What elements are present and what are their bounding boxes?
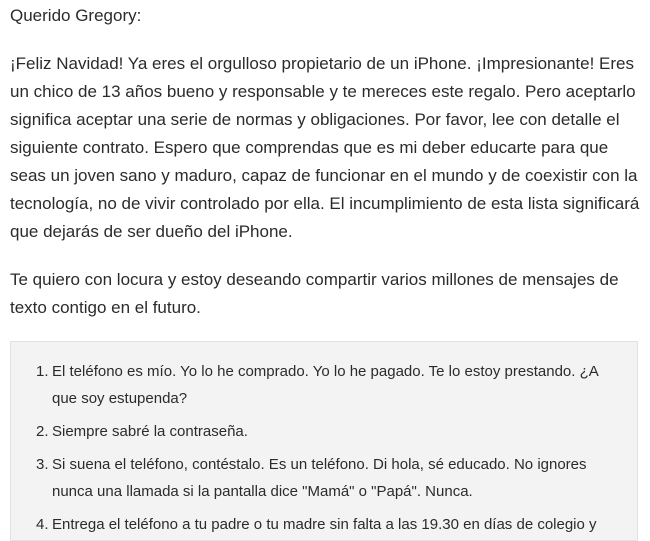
rule-item [36,511,626,538]
rule-number: 1. [36,363,49,380]
rule-item [36,451,626,505]
rule-number: 2. [36,423,49,440]
letter-paragraph-closing: Te quiero con locura y estoy deseando compartir varios millones de mensajes de texto contigo en el futuro. [10,270,619,317]
rule-text: El teléfono es mío. Yo lo he comprado. Yo lo he pagado. Te lo estoy prestando. ¿A que soy estupenda? [52,363,598,407]
rule-text: Si suena el teléfono, contéstalo. Es un teléfono. Di hola, sé educado. No ignores nunca una llamada si la pantalla dice "Mamá" o "Papá". Nunca. [52,456,587,500]
rule-text: Siempre sabré la contraseña. [52,423,248,440]
rule-number: 3. [36,456,49,473]
rule-item [36,418,626,445]
letter-paragraph-intro: ¡Feliz Navidad! Ya eres el orgulloso propietario de un iPhone. ¡Impresionante! Eres un chico de 13 años bueno y responsable y te mereces este regalo. Pero aceptarlo significa aceptar una serie de normas y obligaciones. Por favor, lee con detalle el siguiente contrato. Espero que comprendas que es mi deber educarte para que seas un joven sano y maduro, capaz de funcionar en el mundo y de coexistir con la tecnología, no de vivir controlado por ella. El incumplimiento de esta lista significará que dejarás de ser dueño del iPhone. [10,54,640,241]
rule-number: 4. [36,516,49,533]
rule-text: Entrega el teléfono a tu padre o tu madre sin falta a las 19.30 en días de colegio y [52,516,597,533]
contract-rules-list [36,358,626,541]
letter-body [10,0,640,322]
rule-item [36,358,626,412]
letter-greeting: Querido Gregory: [10,6,142,25]
contract-rules-box [10,341,638,541]
